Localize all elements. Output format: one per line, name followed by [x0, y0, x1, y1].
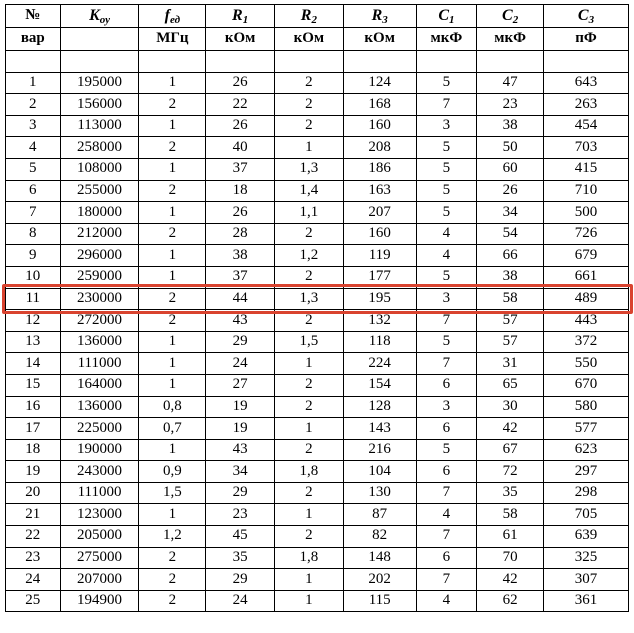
table-cell: 5	[416, 266, 477, 288]
table-cell: 643	[544, 72, 629, 94]
table-body	[6, 51, 629, 612]
table-cell: 1	[139, 439, 206, 461]
table-cell: 225000	[60, 418, 139, 440]
header-symbol-row	[6, 5, 629, 28]
table-cell: 296000	[60, 245, 139, 267]
table-cell: 57	[477, 310, 544, 332]
table-cell: 38	[206, 245, 275, 267]
table-cell: 454	[544, 115, 629, 137]
table-cell: 263	[544, 94, 629, 116]
table-cell: 23	[477, 94, 544, 116]
table-cell: 275000	[60, 547, 139, 569]
header-variant-line2: вар	[20, 30, 45, 47]
table-cell: 26	[206, 115, 275, 137]
header-unit-c3: пФ	[544, 28, 629, 51]
header-c2-symbol: $C_2$	[502, 6, 519, 26]
table-cell: 550	[544, 353, 629, 375]
table-row	[6, 180, 629, 202]
table-cell: 61	[477, 526, 544, 548]
table-cell: 43	[206, 439, 275, 461]
table-cell: 54	[477, 223, 544, 245]
table-cell: 115	[343, 590, 416, 612]
table-cell: 4	[416, 223, 477, 245]
table-cell: 128	[343, 396, 416, 418]
table-cell: 372	[544, 331, 629, 353]
table-cell: 7	[416, 482, 477, 504]
table-cell: 0,9	[139, 461, 206, 483]
table-cell-variant: 14	[6, 353, 61, 375]
table-row	[6, 482, 629, 504]
table-cell: 72	[477, 461, 544, 483]
table-cell: 26	[206, 72, 275, 94]
table-cell: 148	[343, 547, 416, 569]
table-row	[6, 266, 629, 288]
table-cell-variant: 3	[6, 115, 61, 137]
table-cell: 37	[206, 158, 275, 180]
table-cell: 35	[206, 547, 275, 569]
document-sheet	[0, 4, 634, 633]
table-cell: 18	[206, 180, 275, 202]
table-cell: 26	[477, 180, 544, 202]
table-cell: 82	[343, 526, 416, 548]
table-cell: 208	[343, 137, 416, 159]
table-cell: 307	[544, 569, 629, 591]
table-cell: 194900	[60, 590, 139, 612]
table-cell: 679	[544, 245, 629, 267]
table-cell	[477, 51, 544, 73]
table-cell: 1,8	[275, 461, 344, 483]
table-cell: 113000	[60, 115, 139, 137]
table-cell: 1,3	[275, 158, 344, 180]
table-cell-variant: 21	[6, 504, 61, 526]
table-cell-variant: 8	[6, 223, 61, 245]
table-cell: 272000	[60, 310, 139, 332]
table-row	[6, 72, 629, 94]
table-row	[6, 137, 629, 159]
table-cell: 111000	[60, 353, 139, 375]
header-cell-kou	[60, 5, 139, 28]
variants-table	[5, 4, 629, 612]
table-cell: 705	[544, 504, 629, 526]
header-unit-fed: МГц	[139, 28, 206, 51]
table-cell	[343, 51, 416, 73]
table-cell: 195000	[60, 72, 139, 94]
table-cell: 57	[477, 331, 544, 353]
table-cell: 1,5	[139, 482, 206, 504]
table-cell-variant: 11	[6, 288, 61, 310]
table-cell: 489	[544, 288, 629, 310]
table-cell: 37	[206, 266, 275, 288]
table-cell: 27	[206, 374, 275, 396]
table-cell: 34	[206, 461, 275, 483]
table-row	[6, 418, 629, 440]
table-cell: 259000	[60, 266, 139, 288]
table-cell: 207000	[60, 569, 139, 591]
table-cell: 1,3	[275, 288, 344, 310]
table-cell: 190000	[60, 439, 139, 461]
table-cell: 1	[275, 504, 344, 526]
table-row	[6, 158, 629, 180]
table-cell: 2	[275, 396, 344, 418]
table-cell: 19	[206, 396, 275, 418]
table-cell: 104	[343, 461, 416, 483]
table-cell: 42	[477, 418, 544, 440]
table-cell: 2	[275, 94, 344, 116]
table-cell: 23	[206, 504, 275, 526]
table-cell: 65	[477, 374, 544, 396]
table-cell	[544, 51, 629, 73]
header-r3-symbol: $R_3$	[371, 6, 388, 26]
table-cell: 108000	[60, 158, 139, 180]
table-cell-variant: 18	[6, 439, 61, 461]
header-cell-c1	[416, 5, 477, 28]
table-cell: 42	[477, 569, 544, 591]
header-unit-r1: кОм	[206, 28, 275, 51]
table-cell: 2	[275, 115, 344, 137]
table-cell: 7	[416, 569, 477, 591]
table-row	[6, 331, 629, 353]
table-cell: 639	[544, 526, 629, 548]
table-cell: 2	[275, 439, 344, 461]
header-cell-fed	[139, 5, 206, 28]
table-head	[6, 5, 629, 51]
table-cell: 6	[416, 418, 477, 440]
table-cell: 45	[206, 526, 275, 548]
table-row	[6, 396, 629, 418]
table-cell-variant: 13	[6, 331, 61, 353]
header-c1-symbol: $C_1$	[438, 6, 455, 26]
table-cell: 5	[416, 331, 477, 353]
table-cell: 34	[477, 202, 544, 224]
table-cell: 24	[206, 590, 275, 612]
header-unit-r2: кОм	[275, 28, 344, 51]
table-cell: 118	[343, 331, 416, 353]
table-cell: 2	[275, 266, 344, 288]
table-cell-variant: 19	[6, 461, 61, 483]
table-cell: 710	[544, 180, 629, 202]
table-cell	[139, 51, 206, 73]
table-cell-variant: 10	[6, 266, 61, 288]
table-row	[6, 461, 629, 483]
table-cell: 1	[139, 72, 206, 94]
table-cell: 5	[416, 137, 477, 159]
table-cell: 4	[416, 245, 477, 267]
table-cell: 58	[477, 504, 544, 526]
table-cell: 177	[343, 266, 416, 288]
table-cell: 2	[139, 137, 206, 159]
table-cell: 87	[343, 504, 416, 526]
table-cell: 580	[544, 396, 629, 418]
table-cell: 43	[206, 310, 275, 332]
table-row	[6, 94, 629, 116]
table-cell: 3	[416, 396, 477, 418]
table-cell: 6	[416, 547, 477, 569]
table-cell: 119	[343, 245, 416, 267]
table-cell: 205000	[60, 526, 139, 548]
table-cell: 1	[139, 115, 206, 137]
table-cell: 31	[477, 353, 544, 375]
table-cell: 1,8	[275, 547, 344, 569]
table-cell-variant: 20	[6, 482, 61, 504]
table-cell-variant: 4	[6, 137, 61, 159]
table-cell: 443	[544, 310, 629, 332]
table-cell: 26	[206, 202, 275, 224]
header-fed-symbol: $f_{ед}$	[164, 6, 181, 26]
table-cell: 623	[544, 439, 629, 461]
table-cell: 2	[139, 223, 206, 245]
header-unit-variant	[6, 28, 61, 51]
table-cell: 67	[477, 439, 544, 461]
table-cell-variant: 24	[6, 569, 61, 591]
header-cell-r2	[275, 5, 344, 28]
table-cell: 180000	[60, 202, 139, 224]
table-cell: 58	[477, 288, 544, 310]
header-c3-symbol: $C_3$	[577, 6, 595, 26]
table-row	[6, 245, 629, 267]
table-cell	[416, 51, 477, 73]
table-cell: 124	[343, 72, 416, 94]
header-units-row	[6, 28, 629, 51]
header-cell-variant	[6, 5, 61, 28]
table-cell: 2	[275, 374, 344, 396]
table-cell: 1	[275, 353, 344, 375]
header-cell-c2	[477, 5, 544, 28]
header-unit-kou	[60, 28, 139, 51]
table-cell: 7	[416, 310, 477, 332]
table-cell: 298	[544, 482, 629, 504]
table-cell: 5	[416, 439, 477, 461]
table-cell-variant: 5	[6, 158, 61, 180]
table-cell	[206, 51, 275, 73]
header-r2-symbol: $R_2$	[300, 6, 317, 26]
table-cell: 44	[206, 288, 275, 310]
table-row	[6, 569, 629, 591]
table-cell: 1	[275, 137, 344, 159]
table-cell: 1	[275, 569, 344, 591]
table-cell: 1	[139, 202, 206, 224]
table-cell: 60	[477, 158, 544, 180]
table-cell: 29	[206, 482, 275, 504]
header-variant-line1: №	[25, 7, 41, 24]
table-cell: 132	[343, 310, 416, 332]
table-cell: 35	[477, 482, 544, 504]
table-cell: 1	[139, 245, 206, 267]
header-r1-symbol: $R_1$	[232, 6, 249, 26]
table-cell: 5	[416, 180, 477, 202]
table-cell: 28	[206, 223, 275, 245]
table-cell: 1,4	[275, 180, 344, 202]
table-cell-variant: 6	[6, 180, 61, 202]
table-cell: 5	[416, 202, 477, 224]
table-cell: 670	[544, 374, 629, 396]
table-cell: 216	[343, 439, 416, 461]
header-kou-symbol: $K_{оу}$	[89, 6, 110, 26]
table-cell: 47	[477, 72, 544, 94]
table-row	[6, 353, 629, 375]
table-cell-variant: 16	[6, 396, 61, 418]
table-cell-variant: 7	[6, 202, 61, 224]
header-unit-r3: кОм	[343, 28, 416, 51]
table-cell-variant: 23	[6, 547, 61, 569]
table-row	[6, 590, 629, 612]
table-cell: 207	[343, 202, 416, 224]
table-cell: 415	[544, 158, 629, 180]
table-cell: 258000	[60, 137, 139, 159]
table-cell: 224	[343, 353, 416, 375]
table-cell: 22	[206, 94, 275, 116]
table-cell: 123000	[60, 504, 139, 526]
header-unit-c1: мкФ	[416, 28, 477, 51]
table-cell: 726	[544, 223, 629, 245]
header-cell-r1	[206, 5, 275, 28]
table-cell: 160	[343, 115, 416, 137]
table-cell: 40	[206, 137, 275, 159]
table-cell: 2	[275, 310, 344, 332]
table-spacer-row	[6, 51, 629, 73]
table-cell: 6	[416, 461, 477, 483]
table-cell: 661	[544, 266, 629, 288]
table-cell-variant: 12	[6, 310, 61, 332]
table-cell-variant: 9	[6, 245, 61, 267]
table-cell: 0,8	[139, 396, 206, 418]
table-cell: 136000	[60, 396, 139, 418]
table-cell: 38	[477, 115, 544, 137]
table-cell: 7	[416, 353, 477, 375]
table-cell: 130	[343, 482, 416, 504]
table-cell: 2	[139, 590, 206, 612]
table-cell-variant: 22	[6, 526, 61, 548]
table-cell: 1	[139, 353, 206, 375]
table-cell: 2	[275, 72, 344, 94]
table-cell: 325	[544, 547, 629, 569]
table-cell: 202	[343, 569, 416, 591]
table-cell: 66	[477, 245, 544, 267]
table-row	[6, 504, 629, 526]
table-cell: 111000	[60, 482, 139, 504]
table-cell: 1	[139, 331, 206, 353]
table-cell: 0,7	[139, 418, 206, 440]
table-row	[6, 547, 629, 569]
table-cell: 2	[139, 547, 206, 569]
table-cell: 156000	[60, 94, 139, 116]
table-cell: 29	[206, 331, 275, 353]
table-cell: 143	[343, 418, 416, 440]
table-cell: 160	[343, 223, 416, 245]
table-cell: 577	[544, 418, 629, 440]
table-cell: 2	[275, 223, 344, 245]
table-cell: 1	[139, 158, 206, 180]
table-cell: 29	[206, 569, 275, 591]
table-cell: 1,2	[275, 245, 344, 267]
table-cell: 703	[544, 137, 629, 159]
table-cell: 6	[416, 374, 477, 396]
table-cell: 212000	[60, 223, 139, 245]
table-cell: 2	[139, 94, 206, 116]
table-cell: 62	[477, 590, 544, 612]
table-cell: 136000	[60, 331, 139, 353]
table-cell: 500	[544, 202, 629, 224]
table-cell-variant: 2	[6, 94, 61, 116]
table-row	[6, 310, 629, 332]
table-cell: 361	[544, 590, 629, 612]
table-cell-variant: 25	[6, 590, 61, 612]
table-cell: 163	[343, 180, 416, 202]
table-cell: 7	[416, 94, 477, 116]
table-cell	[6, 51, 61, 73]
table-cell: 168	[343, 94, 416, 116]
table-cell: 5	[416, 158, 477, 180]
table-cell: 5	[416, 72, 477, 94]
table-cell: 1	[139, 266, 206, 288]
table-cell: 2	[275, 482, 344, 504]
table-cell-variant: 17	[6, 418, 61, 440]
table-row	[6, 374, 629, 396]
table-cell	[60, 51, 139, 73]
table-cell: 243000	[60, 461, 139, 483]
table-cell-variant: 15	[6, 374, 61, 396]
table-cell	[275, 51, 344, 73]
table-cell: 2	[139, 180, 206, 202]
table-cell: 255000	[60, 180, 139, 202]
table-cell: 1,1	[275, 202, 344, 224]
table-cell: 297	[544, 461, 629, 483]
table-cell: 195	[343, 288, 416, 310]
table-cell: 30	[477, 396, 544, 418]
table-cell: 70	[477, 547, 544, 569]
table-cell-variant: 1	[6, 72, 61, 94]
table-cell: 230000	[60, 288, 139, 310]
table-cell: 3	[416, 288, 477, 310]
table-cell: 2	[139, 310, 206, 332]
header-unit-c2: мкФ	[477, 28, 544, 51]
table-cell: 3	[416, 115, 477, 137]
table-cell: 1	[139, 374, 206, 396]
table-cell: 164000	[60, 374, 139, 396]
table-cell: 38	[477, 266, 544, 288]
table-cell: 4	[416, 504, 477, 526]
table-cell: 154	[343, 374, 416, 396]
header-cell-c3	[544, 5, 629, 28]
table-cell: 2	[139, 569, 206, 591]
header-cell-r3	[343, 5, 416, 28]
table-row	[6, 439, 629, 461]
table-row	[6, 202, 629, 224]
table-row	[6, 223, 629, 245]
table-cell: 2	[275, 526, 344, 548]
table-cell: 2	[139, 288, 206, 310]
table-cell: 50	[477, 137, 544, 159]
table-cell: 1	[275, 418, 344, 440]
table-cell: 1,2	[139, 526, 206, 548]
table-cell: 19	[206, 418, 275, 440]
table-row	[6, 288, 629, 310]
table-cell: 1,5	[275, 331, 344, 353]
table-cell: 4	[416, 590, 477, 612]
table-cell: 1	[275, 590, 344, 612]
table-cell: 7	[416, 526, 477, 548]
table-cell: 186	[343, 158, 416, 180]
table-cell: 1	[139, 504, 206, 526]
table-row	[6, 526, 629, 548]
table-row	[6, 115, 629, 137]
table-cell: 24	[206, 353, 275, 375]
